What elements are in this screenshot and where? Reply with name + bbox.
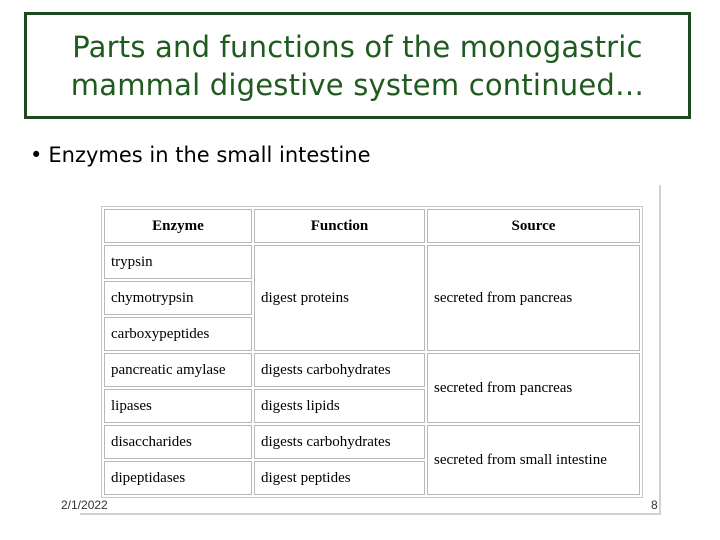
header-source: Source [427, 209, 640, 243]
page-number: 8 [651, 498, 658, 512]
enzyme-cell: trypsin [104, 245, 252, 279]
table-header-row [104, 209, 640, 243]
table-row [104, 245, 640, 279]
table-row [104, 425, 640, 459]
source-cell: secreted from pancreas [427, 353, 640, 423]
source-cell: secreted from pancreas [427, 245, 640, 351]
title-box [24, 12, 691, 119]
source-cell: secreted from small intestine [427, 425, 640, 495]
function-cell: digests lipids [254, 389, 425, 423]
function-cell: digests carbohydrates [254, 425, 425, 459]
enzyme-table [101, 206, 643, 498]
bullet-item [30, 143, 371, 167]
bullet-dot: • [30, 143, 43, 167]
footer-date: 2/1/2022 [61, 498, 108, 512]
header-enzyme: Enzyme [104, 209, 252, 243]
enzyme-cell: disaccharides [104, 425, 252, 459]
header-function: Function [254, 209, 425, 243]
bullet-text: Enzymes in the small intestine [48, 143, 371, 167]
title-line-1: Parts and functions of the monogastric [72, 29, 643, 64]
enzyme-cell: carboxypeptides [104, 317, 252, 351]
table-row [104, 353, 640, 387]
function-cell: digest proteins [254, 245, 425, 351]
enzyme-cell: chymotrypsin [104, 281, 252, 315]
function-cell: digests carbohydrates [254, 353, 425, 387]
function-cell: digest peptides [254, 461, 425, 495]
title-line-2: mammal digestive system continued… [70, 67, 645, 102]
slide-title [71, 28, 644, 104]
enzyme-cell: dipeptidases [104, 461, 252, 495]
enzyme-cell: pancreatic amylase [104, 353, 252, 387]
enzyme-cell: lipases [104, 389, 252, 423]
